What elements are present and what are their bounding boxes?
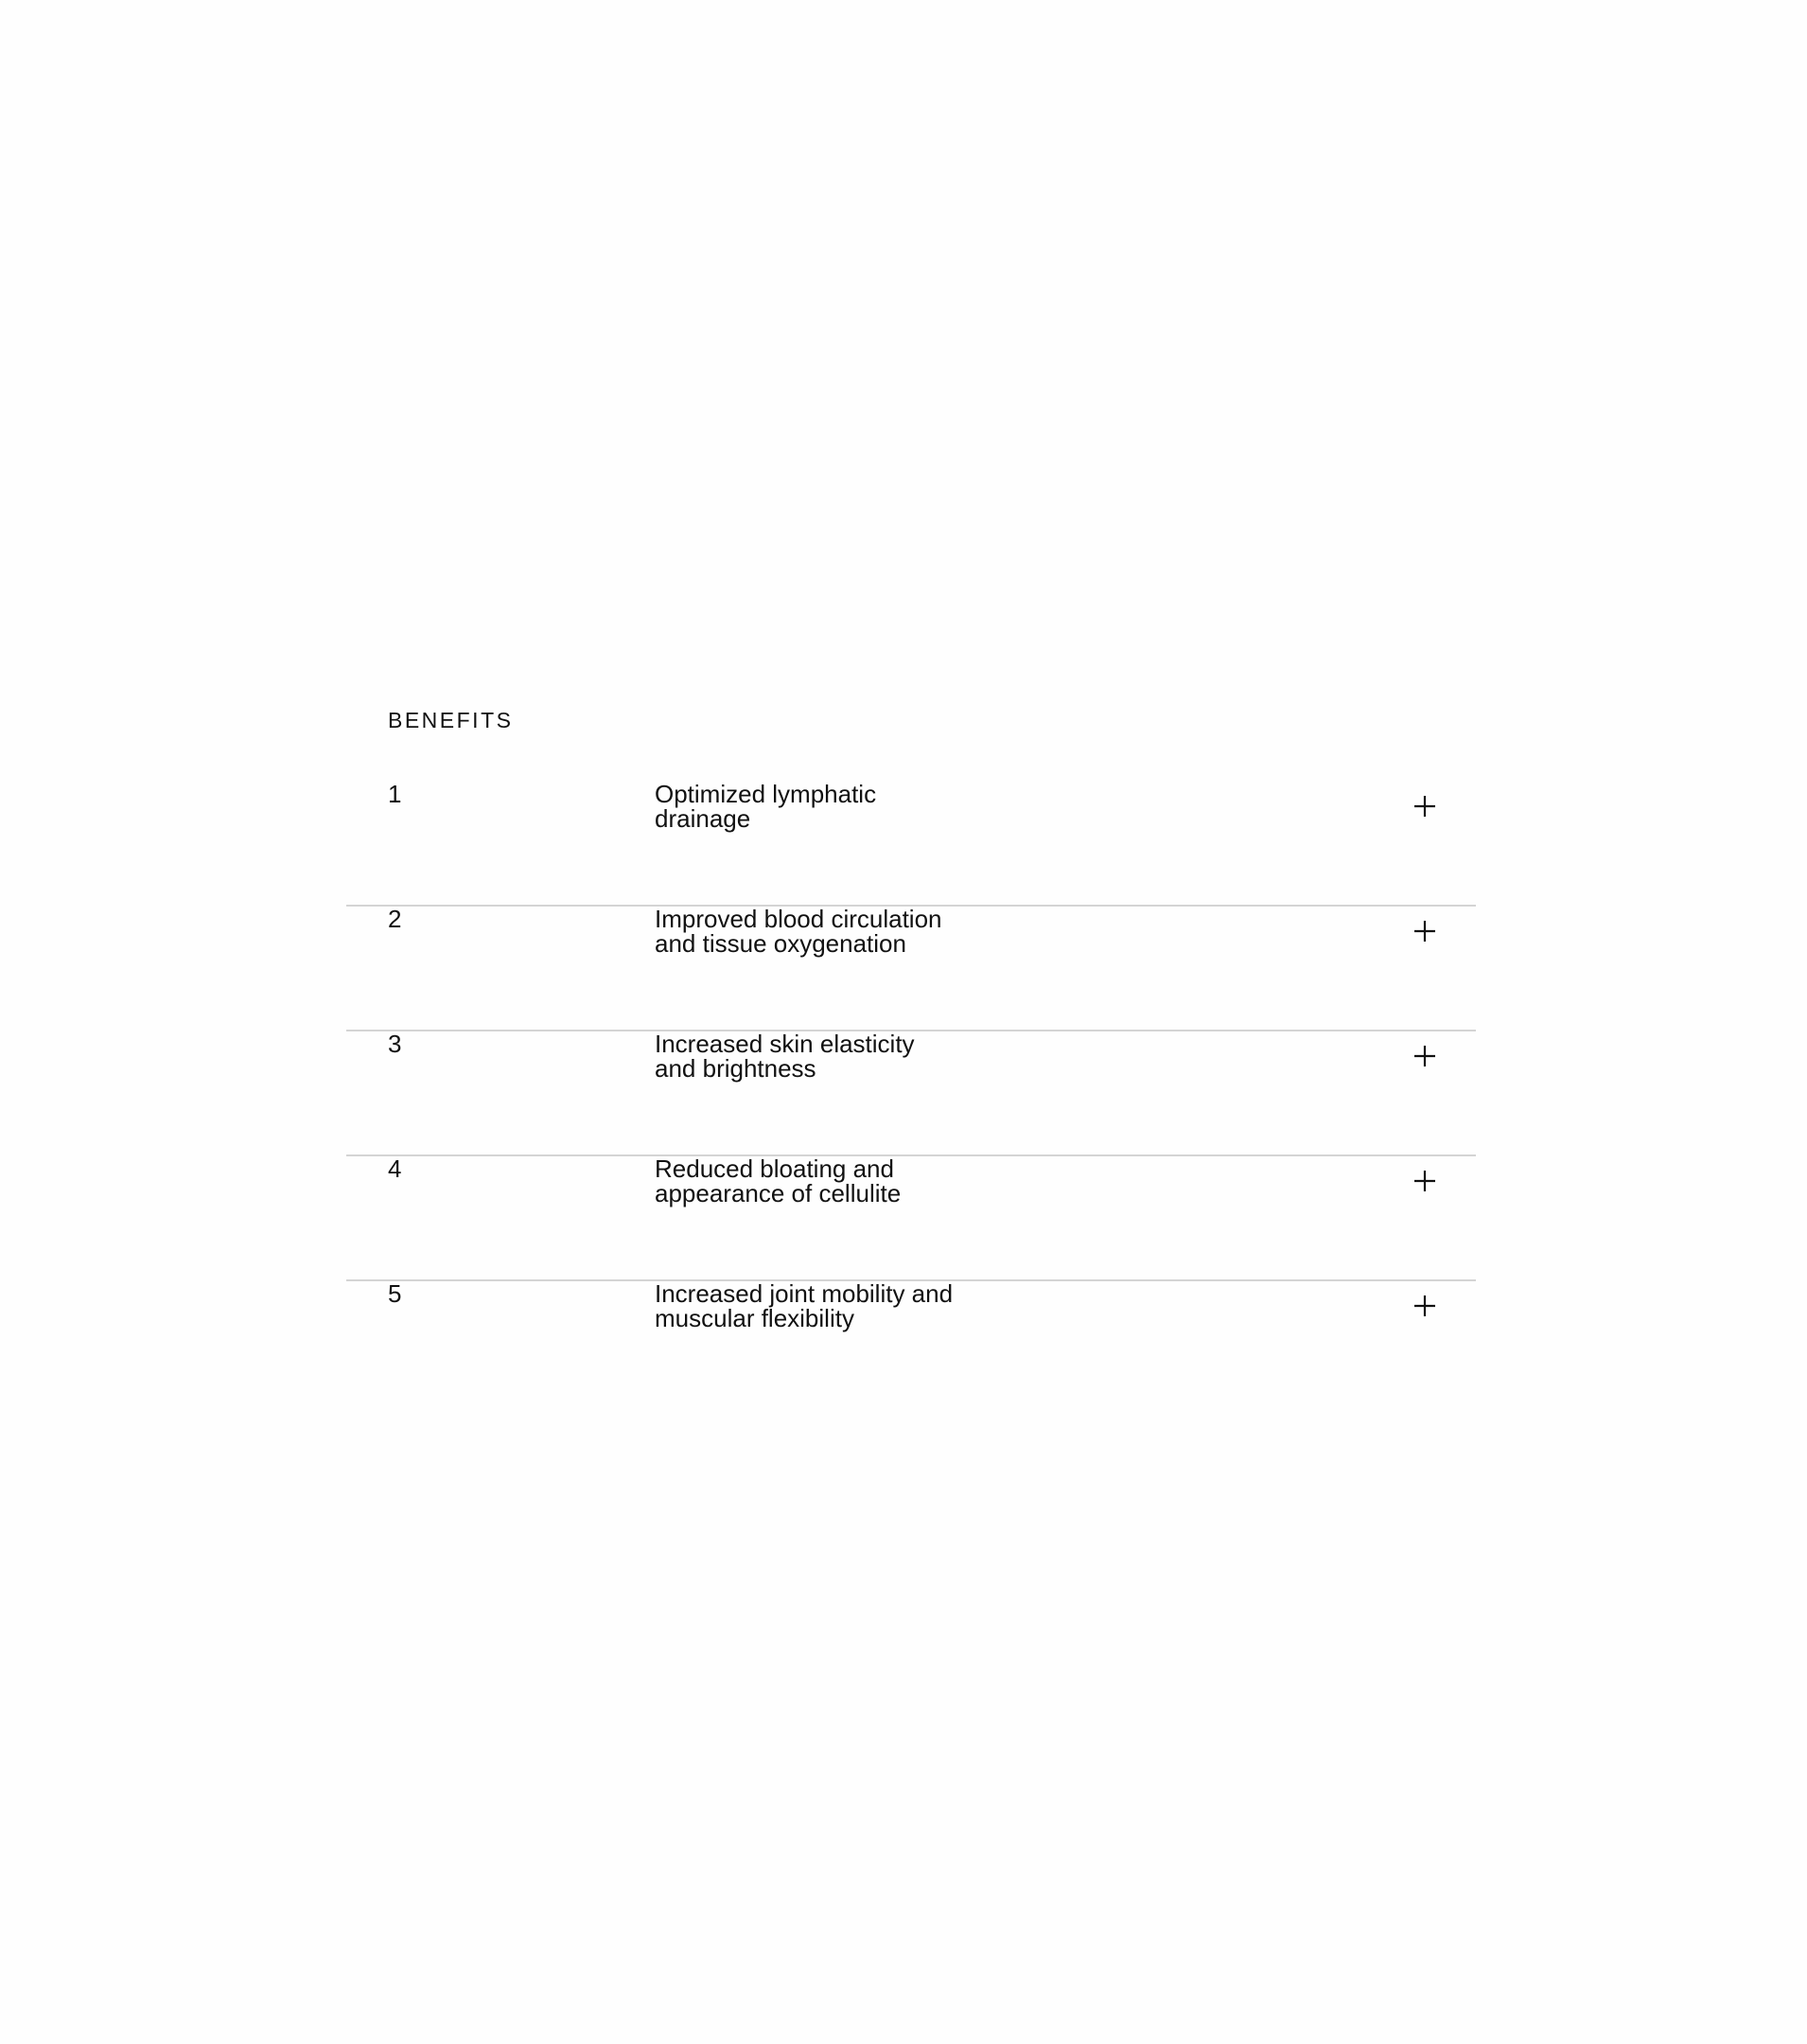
benefits-section [346, 706, 1476, 1404]
plus-icon [1412, 793, 1438, 819]
expand-button[interactable] [1412, 918, 1438, 944]
expand-button[interactable] [1412, 1293, 1438, 1319]
plus-icon [1412, 918, 1438, 944]
benefit-row-3[interactable] [346, 1031, 1476, 1156]
benefit-number: 1 [388, 780, 402, 808]
benefits-list [346, 782, 1476, 1404]
benefit-text: Reduced bloating and appearance of cellulite [655, 1154, 902, 1207]
benefit-text: Increased joint mobility and muscular flexibility [655, 1279, 954, 1332]
benefit-text: Increased skin elasticity and brightness [655, 1030, 915, 1083]
section-title: BENEFITS [388, 708, 514, 732]
benefit-text: Optimized lymphatic drainage [655, 780, 877, 833]
benefit-number: 4 [388, 1154, 402, 1183]
benefit-row-1[interactable] [346, 782, 1476, 907]
plus-icon [1412, 1043, 1438, 1069]
benefit-number: 5 [388, 1279, 402, 1308]
benefit-number: 3 [388, 1030, 402, 1058]
benefit-row-4[interactable] [346, 1156, 1476, 1281]
expand-button[interactable] [1412, 1043, 1438, 1069]
expand-button[interactable] [1412, 1168, 1438, 1194]
benefit-row-5[interactable] [346, 1281, 1476, 1404]
plus-icon [1412, 1293, 1438, 1319]
benefit-row-2[interactable] [346, 907, 1476, 1031]
expand-button[interactable] [1412, 793, 1438, 819]
benefit-number: 2 [388, 905, 402, 933]
plus-icon [1412, 1168, 1438, 1194]
benefit-text: Improved blood circulation and tissue oxygenation [655, 905, 942, 958]
